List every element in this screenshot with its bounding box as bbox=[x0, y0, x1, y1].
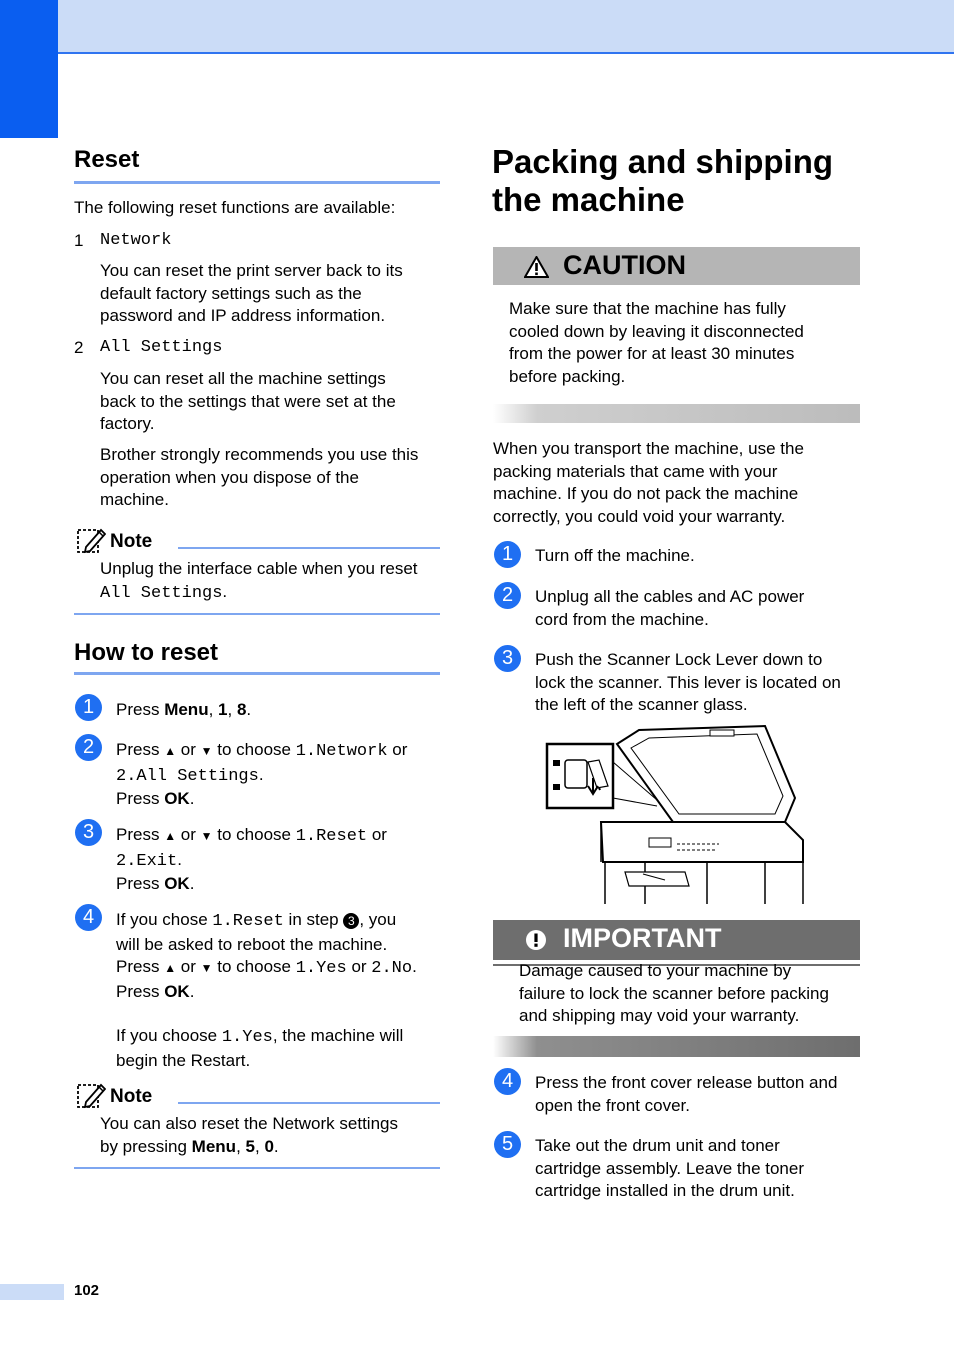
reset-item-1-name: Network bbox=[100, 231, 172, 250]
reset-item-2-desc: You can reset all the machine settings back to the settings that were set at the factory. bbox=[100, 369, 396, 433]
packing-step-3-text: Push the Scanner Lock Lever down to lock the scanner. This lever is located on the left of the scanner glass. bbox=[535, 650, 841, 714]
packing-step-number-4: 4 bbox=[494, 1068, 521, 1095]
step-number-4: 4 bbox=[75, 904, 102, 931]
scanner-lock-illustration bbox=[545, 722, 807, 904]
up-arrow-icon: ▲ bbox=[164, 961, 177, 975]
down-arrow-icon: ▼ bbox=[200, 744, 213, 758]
step-number-2: 2 bbox=[75, 734, 102, 761]
page-title: Packing and shipping the machine bbox=[492, 143, 834, 218]
note-pencil-icon bbox=[76, 1081, 106, 1111]
reset-heading: Reset bbox=[74, 146, 140, 173]
note-rule-top bbox=[178, 547, 440, 549]
note-text: Unplug the interface cable when you reset All Settings. bbox=[100, 559, 418, 603]
reset-recommendation: Brother strongly recommends you use this operation when you dispose of the machine. bbox=[100, 445, 419, 509]
note-rule-bottom bbox=[74, 613, 440, 615]
important-end-bar bbox=[493, 1036, 860, 1057]
note-pencil-icon bbox=[76, 526, 106, 556]
step-number-3: 3 bbox=[75, 819, 102, 846]
reset-item-2-number: 2 bbox=[74, 338, 84, 357]
warning-triangle-icon bbox=[524, 256, 549, 278]
step-3-text: Press ▲ or ▼ to choose 1.Reset or 2.Exit. Press OK. bbox=[116, 825, 387, 893]
packing-step-number-5: 5 bbox=[494, 1131, 521, 1158]
step-2-text: Press ▲ or ▼ to choose 1.Network or 2.All Settings. Press OK. bbox=[116, 740, 408, 808]
note-rule-bottom bbox=[74, 1167, 440, 1169]
note-label: Note bbox=[110, 531, 153, 552]
reset-item-1-desc: You can reset the print server back to its default factory settings such as the password and IP address information. bbox=[100, 261, 403, 325]
reset-item-1-number: 1 bbox=[74, 231, 84, 250]
important-text: Damage caused to your machine by failure to lock the scanner before packing and shipping may void your warranty. bbox=[519, 961, 829, 1025]
reset-intro: The following reset functions are available: bbox=[74, 198, 396, 217]
down-arrow-icon: ▼ bbox=[200, 961, 213, 975]
page-number: 102 bbox=[74, 1282, 100, 1299]
packing-step-5-text: Take out the drum unit and toner cartridge assembly. Leave the toner cartridge installed in the drum unit. bbox=[535, 1136, 804, 1200]
footer-page-tab bbox=[0, 1284, 64, 1300]
important-exclamation-icon bbox=[525, 929, 547, 951]
up-arrow-icon: ▲ bbox=[164, 829, 177, 843]
how-to-reset-rule bbox=[74, 672, 440, 675]
packing-step-number-3: 3 bbox=[494, 645, 521, 672]
important-label: IMPORTANT bbox=[563, 923, 722, 953]
reset-heading-rule bbox=[74, 181, 440, 184]
step-1-text: Press Menu, 1, 8. bbox=[116, 700, 252, 719]
note-label: Note bbox=[110, 1086, 153, 1107]
caution-label: CAUTION bbox=[563, 250, 686, 280]
chapter-tab bbox=[0, 0, 58, 138]
packing-step-number-1: 1 bbox=[494, 541, 521, 568]
caution-end-bar bbox=[493, 404, 860, 423]
up-arrow-icon: ▲ bbox=[164, 744, 177, 758]
note-rule-top bbox=[178, 1102, 440, 1104]
packing-step-2-text: Unplug all the cables and AC power cord from the machine. bbox=[535, 587, 805, 629]
packing-step-number-2: 2 bbox=[494, 582, 521, 609]
how-to-reset-heading: How to reset bbox=[74, 639, 219, 666]
packing-step-4-text: Press the front cover release button and open the front cover. bbox=[535, 1073, 838, 1115]
step-4-text: If you chose 1.Reset in step 3 , you will be asked to reboot the machine. Press ▲ or ▼ to choose 1.Yes or 2.No. Press OK. If you choose 1.Yes, the machine will begin the Restart. bbox=[116, 910, 417, 1070]
down-arrow-icon: ▼ bbox=[200, 829, 213, 843]
note-text: You can also reset the Network settings by pressing Menu, 5, 0. bbox=[100, 1114, 398, 1156]
header-band bbox=[0, 0, 954, 54]
packing-step-1-text: Turn off the machine. bbox=[535, 546, 695, 565]
caution-text: Make sure that the machine has fully cooled down by leaving it disconnected from the power for at least 30 minutes before packing. bbox=[509, 299, 804, 386]
reset-item-2-name: All Settings bbox=[100, 338, 223, 357]
step-ref-3-icon: 3 bbox=[343, 913, 359, 929]
step-number-1: 1 bbox=[75, 694, 102, 721]
transport-text: When you transport the machine, use the packing materials that came with your machine. If you do not pack the machine correctly, you could void your warranty. bbox=[493, 439, 804, 526]
